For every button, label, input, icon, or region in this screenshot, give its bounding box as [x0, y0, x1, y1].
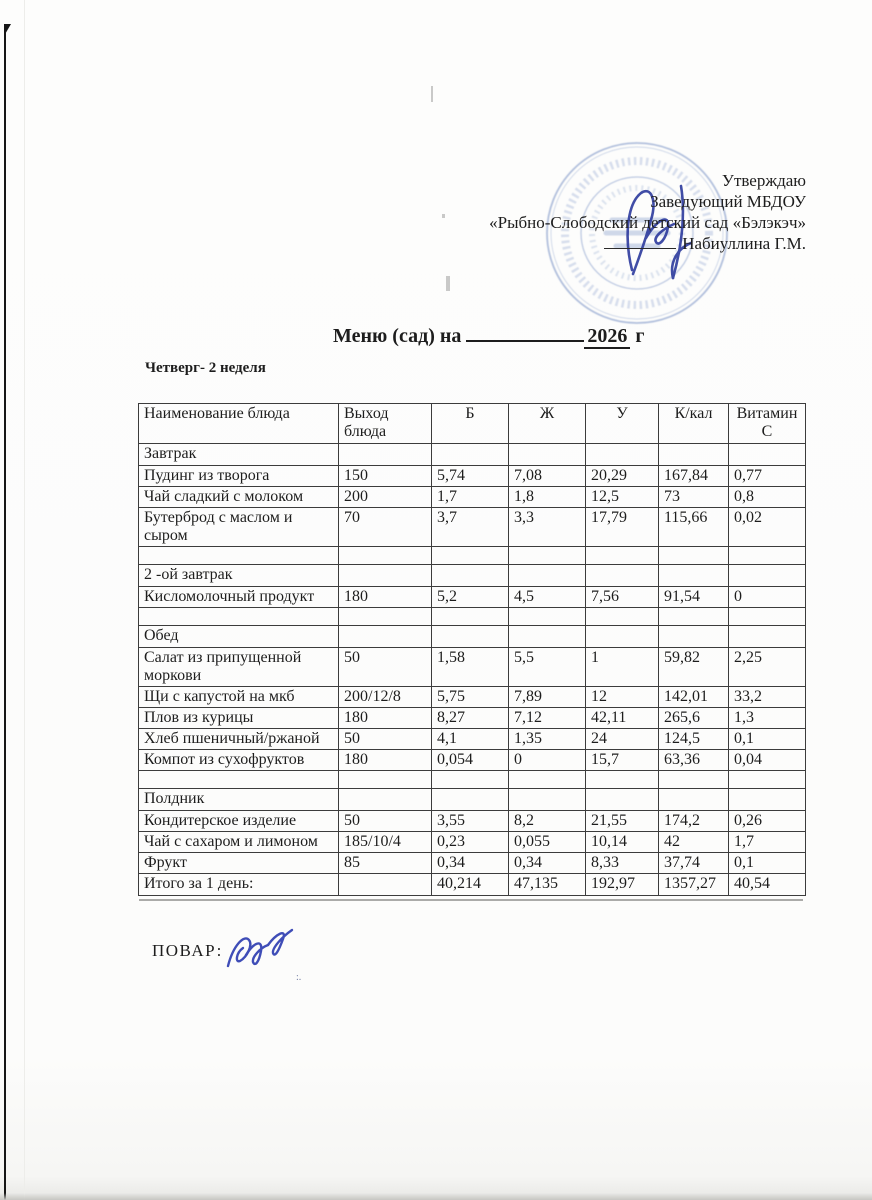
- dish-name-cell: Салат из припущенной моркови: [139, 648, 339, 687]
- section-name-cell: 2 -ой завтрак: [139, 565, 339, 587]
- value-cell: 24: [586, 729, 659, 750]
- value-cell: 7,08: [509, 466, 586, 487]
- empty-cell: [729, 547, 806, 565]
- dish-name-cell: Бутерброд с маслом и сыром: [139, 508, 339, 547]
- dish-name-cell: Щи с капустой на мкб: [139, 687, 339, 708]
- value-cell: 7,89: [509, 687, 586, 708]
- value-cell: 3,3: [509, 508, 586, 547]
- empty-cell: [586, 608, 659, 626]
- portion-cell: [339, 874, 432, 896]
- empty-cell: [432, 444, 509, 466]
- portion-cell: 180: [339, 708, 432, 729]
- empty-cell: [586, 565, 659, 587]
- cook-signature: [222, 924, 332, 979]
- value-cell: 115,66: [659, 508, 729, 547]
- value-cell: 0,23: [432, 832, 509, 853]
- portion-cell: 180: [339, 587, 432, 608]
- empty-row: [139, 771, 806, 789]
- dish-name-cell: Кондитерское изделие: [139, 811, 339, 832]
- value-cell: 33,2: [729, 687, 806, 708]
- value-cell: 0: [509, 750, 586, 771]
- value-cell: 5,74: [432, 466, 509, 487]
- value-cell: 73: [659, 487, 729, 508]
- section-row: [139, 789, 806, 811]
- value-cell: 1: [586, 648, 659, 687]
- value-cell: 59,82: [659, 648, 729, 687]
- value-cell: 0,77: [729, 466, 806, 487]
- empty-cell: [586, 771, 659, 789]
- col-header-carbs: У: [586, 404, 659, 444]
- value-cell: 12: [586, 687, 659, 708]
- empty-cell: [339, 608, 432, 626]
- value-cell: 8,33: [586, 853, 659, 874]
- empty-cell: [509, 547, 586, 565]
- empty-cell: [586, 789, 659, 811]
- weekday-label: Четверг- 2 неделя: [145, 360, 266, 376]
- section-row: [139, 444, 806, 466]
- section-name-cell: Обед: [139, 626, 339, 648]
- title-year: 2026: [584, 325, 630, 349]
- item-row: [139, 729, 806, 750]
- empty-cell: [659, 789, 729, 811]
- empty-cell: [729, 789, 806, 811]
- dish-name-cell: Фрукт: [139, 853, 339, 874]
- dish-name-cell: Плов из курицы: [139, 708, 339, 729]
- empty-cell: [339, 626, 432, 648]
- col-header-fat: Ж: [509, 404, 586, 444]
- empty-cell: [509, 789, 586, 811]
- empty-cell: [339, 444, 432, 466]
- value-cell: 192,97: [586, 874, 659, 896]
- empty-cell: [509, 771, 586, 789]
- value-cell: 2,25: [729, 648, 806, 687]
- portion-cell: 200: [339, 487, 432, 508]
- item-row: [139, 832, 806, 853]
- value-cell: 7,56: [586, 587, 659, 608]
- empty-cell: [729, 608, 806, 626]
- approval-line-2: Заведующий МБДОУ: [650, 192, 806, 211]
- approval-block: [489, 170, 806, 254]
- value-cell: 265,6: [659, 708, 729, 729]
- section-row: [139, 565, 806, 587]
- scan-ink-mark: :.: [296, 972, 302, 983]
- value-cell: 0,8: [729, 487, 806, 508]
- empty-cell: [586, 626, 659, 648]
- portion-cell: 50: [339, 811, 432, 832]
- value-cell: 0,34: [509, 853, 586, 874]
- empty-cell: [659, 626, 729, 648]
- value-cell: 1,58: [432, 648, 509, 687]
- item-row: [139, 853, 806, 874]
- empty-cell: [509, 626, 586, 648]
- value-cell: 142,01: [659, 687, 729, 708]
- value-cell: 0,054: [432, 750, 509, 771]
- item-row: [139, 708, 806, 729]
- section-name-cell: Полдник: [139, 789, 339, 811]
- value-cell: 42: [659, 832, 729, 853]
- scan-edge-line: [4, 24, 6, 1200]
- empty-cell: [659, 771, 729, 789]
- empty-cell: [432, 608, 509, 626]
- value-cell: 3,55: [432, 811, 509, 832]
- col-header-dish-name: Наименование блюда: [139, 404, 339, 444]
- dish-name-cell: Компот из сухофруктов: [139, 750, 339, 771]
- value-cell: 91,54: [659, 587, 729, 608]
- value-cell: 42,11: [586, 708, 659, 729]
- value-cell: 1,8: [509, 487, 586, 508]
- empty-cell: [659, 547, 729, 565]
- value-cell: 5,5: [509, 648, 586, 687]
- section-row: [139, 626, 806, 648]
- col-header-portion: Выход блюда: [339, 404, 432, 444]
- value-cell: 8,27: [432, 708, 509, 729]
- value-cell: 1357,27: [659, 874, 729, 896]
- approval-line-3: «Рыбно-Слободский детский сад «Бэлэкэч»: [489, 213, 806, 232]
- dish-name-cell: Чай с сахаром и лимоном: [139, 832, 339, 853]
- col-header-vitamin-c: Витамин С: [729, 404, 806, 444]
- item-row: [139, 466, 806, 487]
- menu-table: [138, 403, 806, 896]
- approval-signature-line: [489, 233, 806, 254]
- value-cell: 0,1: [729, 853, 806, 874]
- empty-cell: [432, 771, 509, 789]
- value-cell: 15,7: [586, 750, 659, 771]
- empty-cell: [586, 444, 659, 466]
- value-cell: 0: [729, 587, 806, 608]
- empty-cell: [139, 608, 339, 626]
- portion-cell: 185/10/4: [339, 832, 432, 853]
- value-cell: 5,75: [432, 687, 509, 708]
- empty-cell: [729, 444, 806, 466]
- value-cell: 0,04: [729, 750, 806, 771]
- portion-cell: 150: [339, 466, 432, 487]
- empty-cell: [432, 565, 509, 587]
- dish-name-cell: Хлеб пшеничный/ржаной: [139, 729, 339, 750]
- value-cell: 0,26: [729, 811, 806, 832]
- value-cell: 174,2: [659, 811, 729, 832]
- value-cell: 1,35: [509, 729, 586, 750]
- total-row: [139, 874, 806, 896]
- value-cell: 40,54: [729, 874, 806, 896]
- scan-speck: [442, 214, 445, 218]
- empty-cell: [432, 547, 509, 565]
- approval-line-1: Утверждаю: [721, 171, 806, 190]
- value-cell: 1,3: [729, 708, 806, 729]
- value-cell: 1,7: [432, 487, 509, 508]
- item-row: [139, 587, 806, 608]
- value-cell: 10,14: [586, 832, 659, 853]
- portion-cell: 85: [339, 853, 432, 874]
- value-cell: 0,1: [729, 729, 806, 750]
- value-cell: 40,214: [432, 874, 509, 896]
- empty-row: [139, 608, 806, 626]
- value-cell: 167,84: [659, 466, 729, 487]
- table-bottom-scan-line: [139, 899, 803, 901]
- value-cell: 20,29: [586, 466, 659, 487]
- item-row: [139, 687, 806, 708]
- value-cell: 5,2: [432, 587, 509, 608]
- empty-cell: [586, 547, 659, 565]
- portion-cell: 180: [339, 750, 432, 771]
- item-row: [139, 811, 806, 832]
- portion-cell: 70: [339, 508, 432, 547]
- empty-cell: [659, 565, 729, 587]
- empty-cell: [729, 565, 806, 587]
- value-cell: 3,7: [432, 508, 509, 547]
- signer-name: Набиуллина Г.М.: [682, 234, 806, 253]
- empty-cell: [509, 444, 586, 466]
- value-cell: 0,02: [729, 508, 806, 547]
- item-row: [139, 487, 806, 508]
- portion-cell: 50: [339, 648, 432, 687]
- empty-cell: [509, 565, 586, 587]
- paper-fold-line: [24, 0, 25, 1200]
- value-cell: 0,055: [509, 832, 586, 853]
- portion-cell: 50: [339, 729, 432, 750]
- section-name-cell: Завтрак: [139, 444, 339, 466]
- value-cell: 17,79: [586, 508, 659, 547]
- dish-name-cell: Кисломолочный продукт: [139, 587, 339, 608]
- menu-table-body: [139, 444, 806, 896]
- item-row: [139, 508, 806, 547]
- empty-cell: [729, 626, 806, 648]
- empty-cell: [339, 547, 432, 565]
- page-title: [333, 324, 644, 348]
- scan-bottom-shadow: [0, 1193, 872, 1200]
- item-row: [139, 750, 806, 771]
- scan-speck: [431, 86, 433, 102]
- value-cell: 0,34: [432, 853, 509, 874]
- empty-cell: [339, 565, 432, 587]
- cook-label: ПОВАР:: [152, 941, 223, 960]
- dish-name-cell: Итого за 1 день:: [139, 874, 339, 896]
- col-header-kcal: К/кал: [659, 404, 729, 444]
- empty-row: [139, 547, 806, 565]
- col-header-protein: Б: [432, 404, 509, 444]
- empty-cell: [432, 789, 509, 811]
- dish-name-cell: Пудинг из творога: [139, 466, 339, 487]
- value-cell: 4,5: [509, 587, 586, 608]
- value-cell: 63,36: [659, 750, 729, 771]
- item-row: [139, 648, 806, 687]
- value-cell: 1,7: [729, 832, 806, 853]
- title-prefix: Меню (сад) на: [333, 325, 462, 347]
- value-cell: 124,5: [659, 729, 729, 750]
- empty-cell: [339, 771, 432, 789]
- value-cell: 47,135: [509, 874, 586, 896]
- value-cell: 37,74: [659, 853, 729, 874]
- scan-speck: [446, 276, 450, 291]
- portion-cell: 200/12/8: [339, 687, 432, 708]
- empty-cell: [729, 771, 806, 789]
- table-header-row: [139, 404, 806, 444]
- value-cell: 8,2: [509, 811, 586, 832]
- signature-blank-line: [604, 234, 676, 249]
- value-cell: 7,12: [509, 708, 586, 729]
- title-blank-line: [466, 324, 584, 342]
- title-suffix: г: [635, 325, 645, 347]
- empty-cell: [659, 608, 729, 626]
- dish-name-cell: Чай сладкий с молоком: [139, 487, 339, 508]
- empty-cell: [139, 547, 339, 565]
- empty-cell: [432, 626, 509, 648]
- empty-cell: [509, 608, 586, 626]
- empty-cell: [339, 789, 432, 811]
- value-cell: 12,5: [586, 487, 659, 508]
- value-cell: 21,55: [586, 811, 659, 832]
- empty-cell: [139, 771, 339, 789]
- empty-cell: [659, 444, 729, 466]
- value-cell: 4,1: [432, 729, 509, 750]
